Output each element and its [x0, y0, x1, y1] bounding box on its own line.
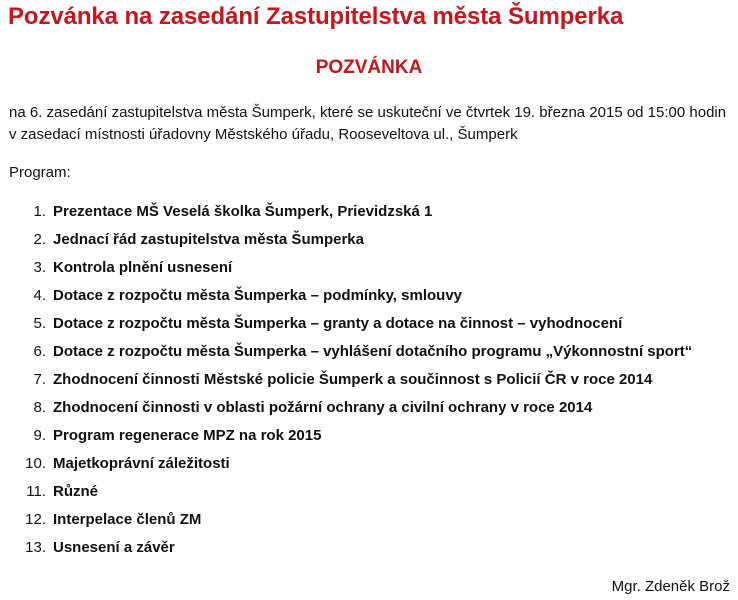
agenda-item-number: 3. — [33, 259, 46, 276]
agenda-item-text: Jednací řád zastupitelstva města Šumperka — [53, 231, 364, 248]
agenda-item-text: Zhodnocení činnosti v oblasti požární ochrany a civilní ochrany v roce 2014 — [53, 399, 593, 416]
agenda-item-number: 1. — [33, 203, 46, 220]
agenda-item-text: Majetkoprávní záležitosti — [53, 455, 230, 472]
agenda-item-number: 7. — [33, 371, 46, 388]
agenda-item-text: Různé — [53, 483, 98, 500]
intro-paragraph: na 6. zasedání zastupitelstva města Šumperk, které se uskuteční ve čtvrtek 19. března 2015 od 15:00 hodin v zasedací místnosti úřadovny Městského úřadu, Rooseveltova ul., Šumperk — [9, 104, 727, 143]
agenda-item-text: Program regenerace MPZ na rok 2015 — [53, 427, 322, 444]
agenda-item-text: Dotace z rozpočtu města Šumperka – podmínky, smlouvy — [53, 287, 462, 304]
agenda-item-number: 4. — [33, 287, 46, 304]
agenda-item-number: 9. — [33, 427, 46, 444]
agenda-item-text: Dotace z rozpočtu města Šumperka – vyhlášení dotačního programu „Výkonnostní sport“ — [53, 343, 693, 360]
agenda-item-number: 8. — [33, 399, 46, 416]
program-label: Program: — [9, 164, 71, 181]
invitation-heading: POZVÁNKA — [315, 57, 423, 78]
page-title: Pozvánka na zasedání Zastupitelstva města Šumperka — [8, 3, 624, 30]
agenda-item-number: 6. — [33, 343, 46, 360]
agenda-item-number: 5. — [33, 315, 46, 332]
agenda-item-text: Kontrola plnění usnesení — [53, 259, 233, 276]
agenda-item-number: 11. — [26, 483, 46, 500]
agenda-item-text: Prezentace MŠ Veselá školka Šumperk, Prievidzská 1 — [53, 203, 433, 220]
signature: Mgr. Zdeněk Brož — [611, 578, 730, 595]
agenda-item-text: Dotace z rozpočtu města Šumperka – granty a dotace na činnost – vyhodnocení — [53, 315, 623, 332]
agenda-item-number: 13. — [25, 539, 46, 556]
agenda-item-number: 12. — [25, 511, 46, 528]
agenda-item-number: 2. — [33, 231, 46, 248]
agenda-item-number: 10. — [25, 455, 46, 472]
agenda-item-text: Interpelace členů ZM — [53, 511, 202, 528]
agenda-item-text: Usnesení a závěr — [53, 539, 175, 556]
agenda-item-text: Zhodnocení činnosti Městské policie Šumperk a součinnost s Policií ČR v roce 2014 — [53, 371, 653, 388]
